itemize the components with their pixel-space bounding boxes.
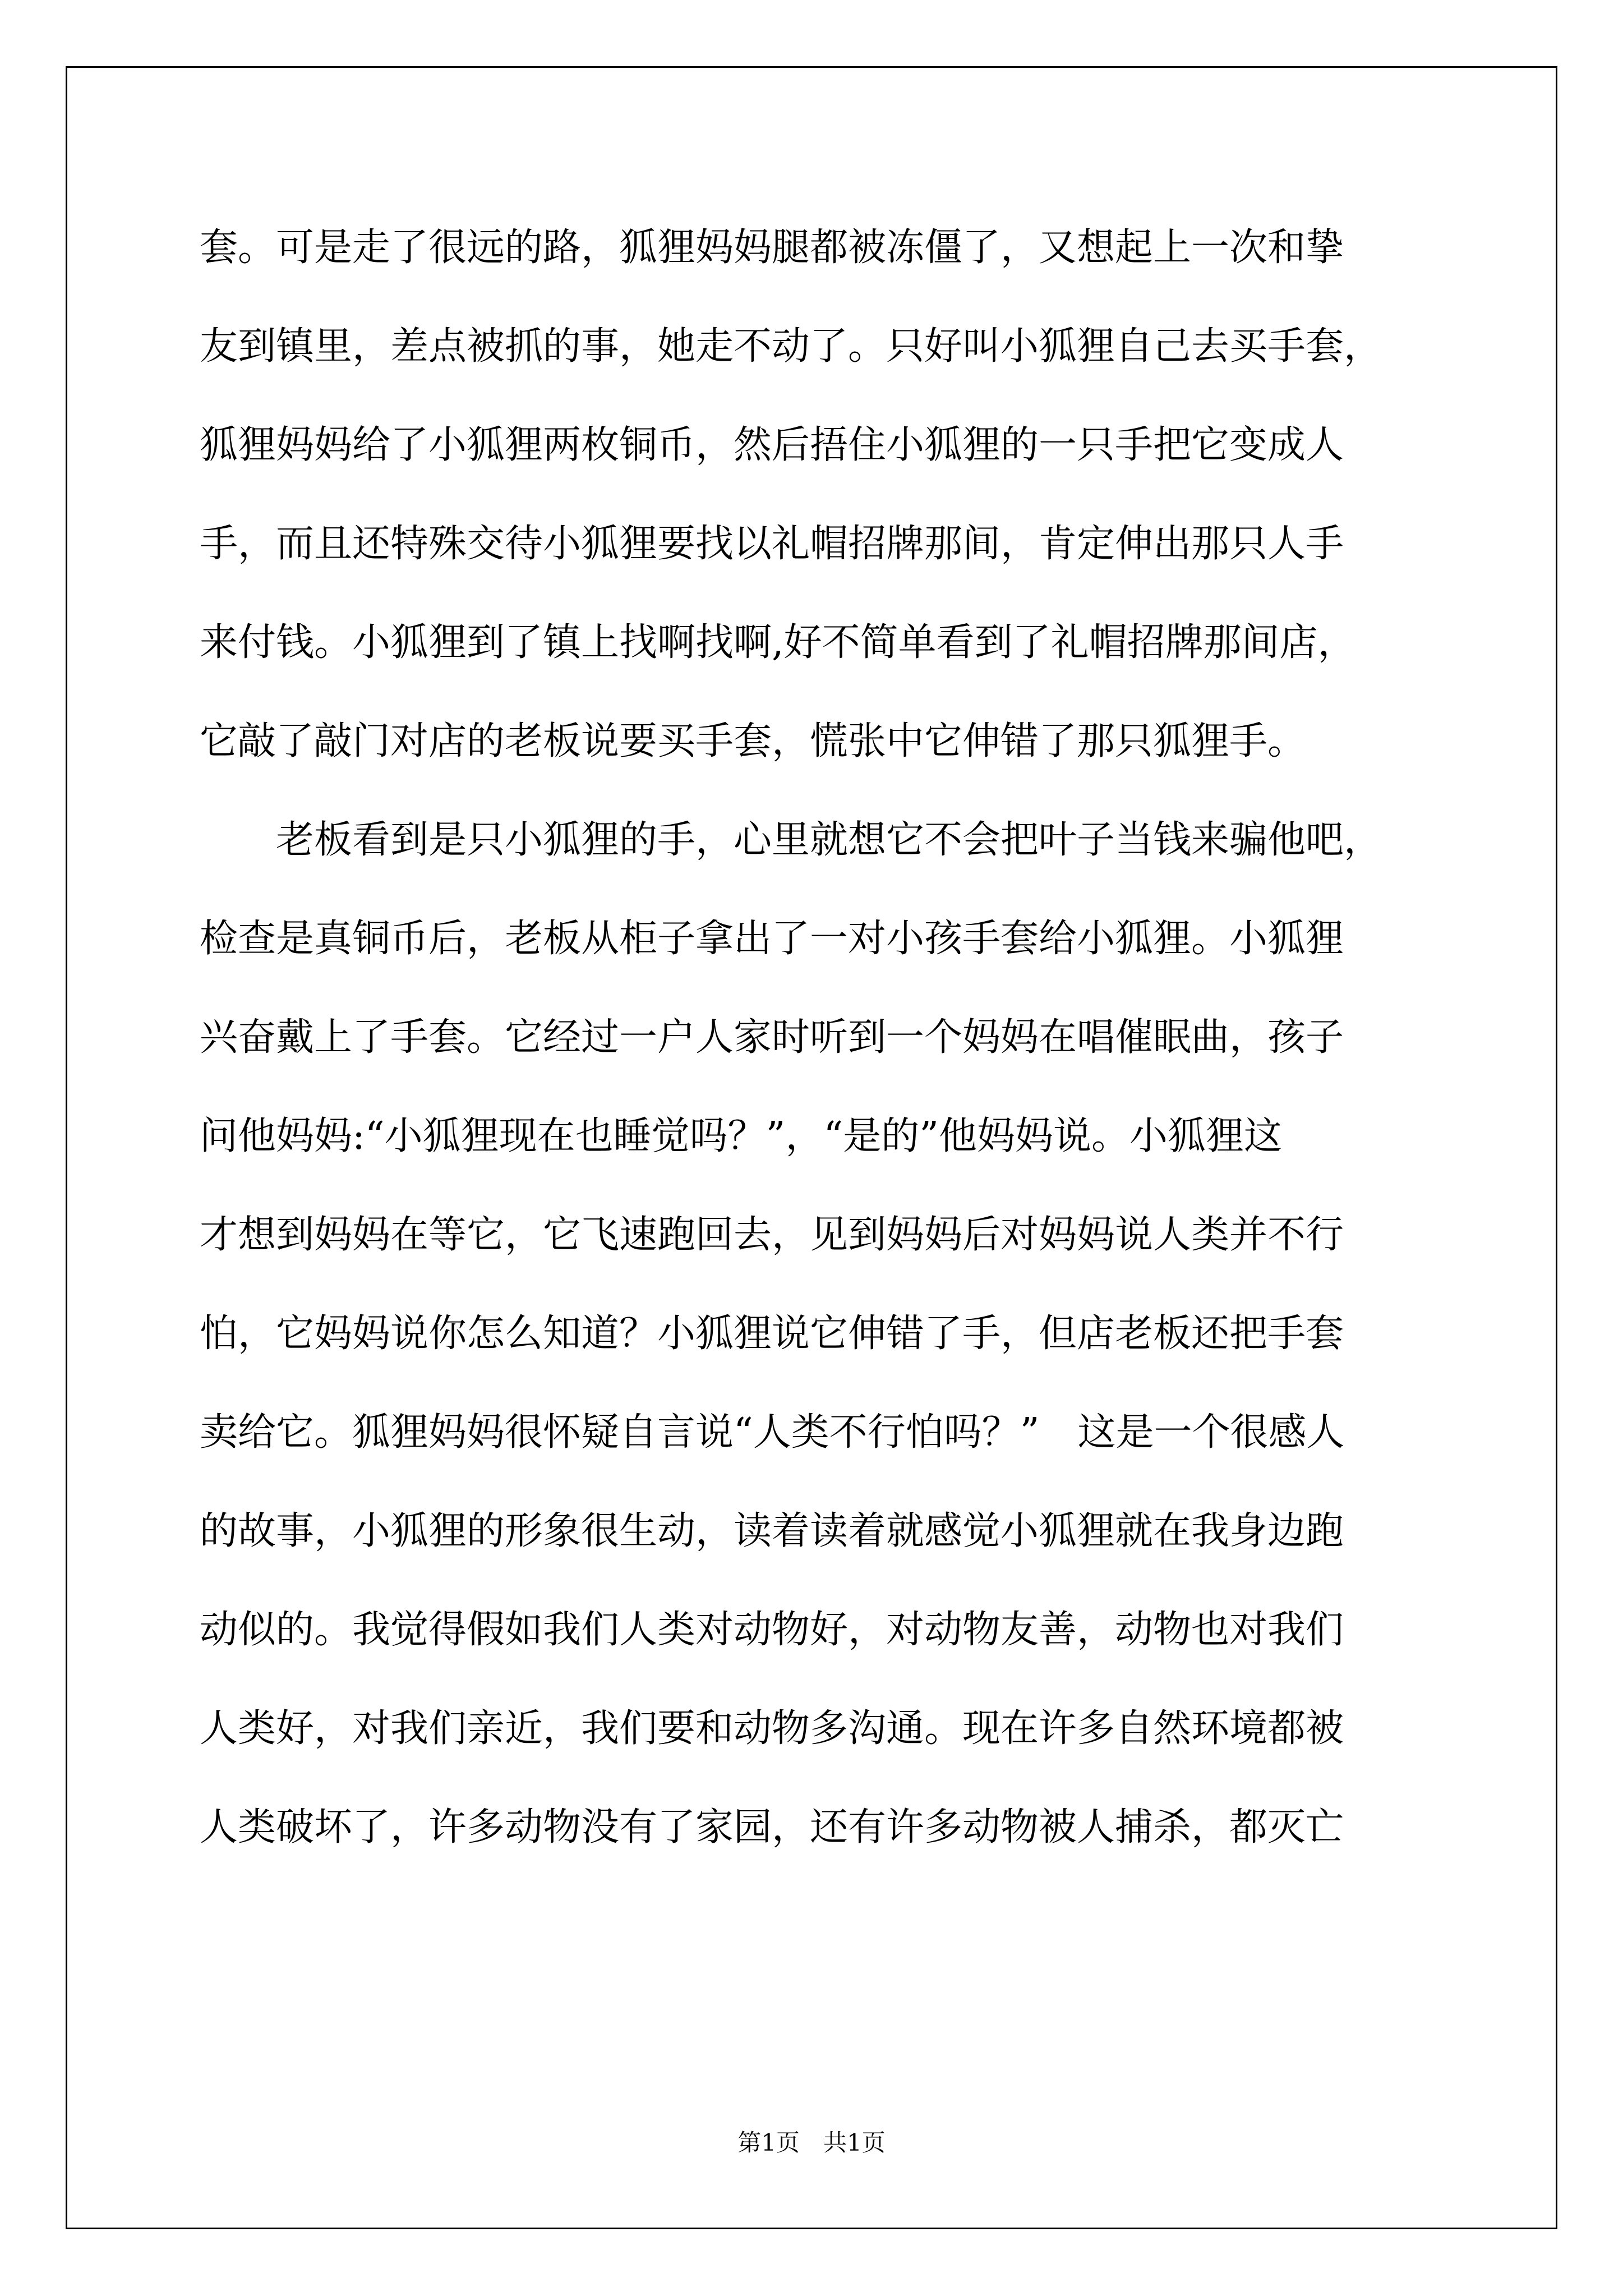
text-line: 狐狸妈妈给了小狐狸两枚铜币，然后捂住小狐狸的一只手把它变成人 — [200, 423, 1344, 467]
text-line: 人类破坏了，许多动物没有了家园，还有许多动物被人捕杀，都灭亡 — [200, 1805, 1344, 1849]
text-line: 友到镇里，差点被抓的事，她走不动了。只好叫小狐狸自己去买手套， — [200, 324, 1382, 369]
text-line: 兴奋戴上了手套。它经过一户人家时听到一个妈妈在唱催眠曲，孩子 — [200, 1015, 1344, 1060]
text-line: 老板看到是只小狐狸的手，心里就想它不会把叶子当钱来骗他吧， — [200, 818, 1382, 862]
text-line: 人类好，对我们亲近，我们要和动物多沟通。现在许多自然环境都被 — [200, 1706, 1344, 1751]
text-line: 手，而且还特殊交待小狐狸要找以礼帽招牌那间，肯定伸出那只人手 — [200, 522, 1344, 566]
text-line: 检查是真铜币后，老板从柜子拿出了一对小孩手套给小狐狸。小狐狸 — [200, 917, 1344, 961]
text-line: 动似的。我觉得假如我们人类对动物好，对动物友善，动物也对我们 — [200, 1608, 1344, 1652]
page-footer: 第1页 共1页 — [737, 2129, 886, 2156]
text-line: 的故事，小狐狸的形象很生动，读着读着就感觉小狐狸就在我身边跑 — [200, 1509, 1344, 1553]
text-line: 才想到妈妈在等它，它飞速跑回去，见到妈妈后对妈妈说人类并不行 — [200, 1213, 1344, 1257]
text-line: 卖给它。狐狸妈妈很怀疑自言说“人类不行怕吗？” 这是一个很感人 — [200, 1410, 1345, 1455]
text-line: 套。可是走了很远的路，狐狸妈妈腿都被冻僵了，又想起上一次和挚 — [200, 226, 1344, 270]
text-line: 来付钱。小狐狸到了镇上找啊找啊,好不简单看到了礼帽招牌那间店， — [200, 620, 1356, 665]
text-line: 问他妈妈:“小狐狸现在也睡觉吗？”，“是的”他妈妈说。小狐狸这 — [200, 1114, 1282, 1158]
text-line: 它敲了敲门对店的老板说要买手套，慌张中它伸错了那只狐狸手。 — [200, 719, 1306, 763]
text-line: 怕，它妈妈说你怎么知道？小狐狸说它伸错了手，但店老板还把手套 — [200, 1312, 1344, 1356]
